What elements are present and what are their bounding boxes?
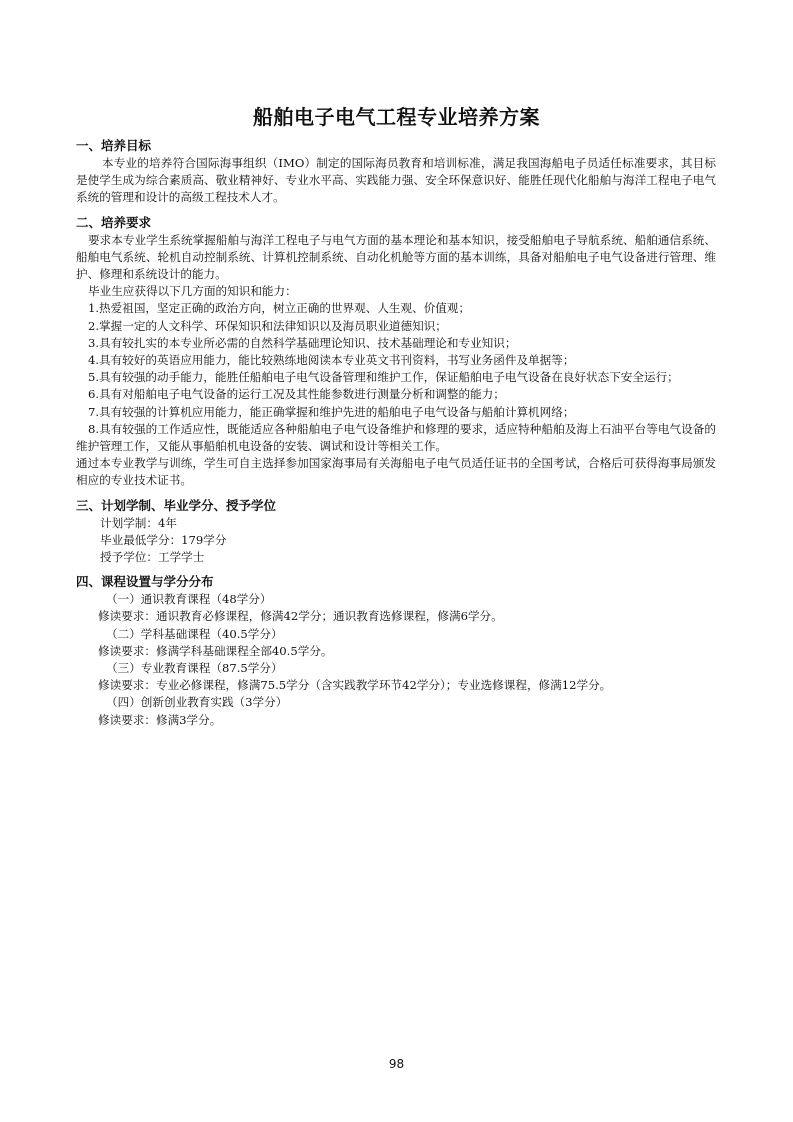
section-heading-requirements: 二、培养要求 xyxy=(76,214,152,230)
course-group-requirement: 修读要求：修满学科基础课程全部40.5学分。 xyxy=(98,643,333,658)
section-heading-degree: 三、计划学制、毕业学分、授予学位 xyxy=(76,497,277,513)
study-duration: 计划学制：4年 xyxy=(100,515,177,530)
course-group-title: （一）通识教育课程（48学分） xyxy=(106,592,272,607)
requirement-item: 6.具有对船舶电子电气设备的运行工况及其性能参数进行测量分析和调整的能力； xyxy=(88,387,505,402)
page-number: 98 xyxy=(388,1057,405,1071)
document-body xyxy=(76,136,716,729)
requirement-item: 5.具有较强的动手能力，能胜任船舶电子电气设备管理和维护工作，保证船舶电子电气设备在良好状态下安全运行； xyxy=(88,370,679,385)
course-group-title: （四）创新创业教育实践（3学分） xyxy=(106,695,288,710)
course-group-title: （三）专业教育课程（87.5学分） xyxy=(106,661,283,676)
section-heading-goals: 一、培养目标 xyxy=(76,138,152,153)
degree-awarded: 授予学位：工学学士 xyxy=(100,550,205,565)
requirement-item: 1.热爱祖国，坚定正确的政治方向，树立正确的世界观、人生观、价值观； xyxy=(88,301,471,316)
requirements-intro: 要求本专业学生系统掌握船舶与海洋工程电子与电气方面的基本理论和基本知识，接受船舶电子导航系统、船舶通信系统、船舶电气系统、轮机自动控制系统、计算机控制系统、自动化机舱等方面的基本训练，具备对船舶电子电气设备进行管理、维护、修理和系统设计的能力。 xyxy=(76,232,716,282)
requirement-item: 7.具有较强的计算机应用能力，能正确掌握和维护先进的船舶电子电气设备与船舶计算机网络； xyxy=(88,404,575,419)
requirements-lead: 毕业生应获得以下几方面的知识和能力： xyxy=(88,284,297,299)
course-group-requirement: 修读要求：修满3学分。 xyxy=(98,712,222,727)
course-group-requirement: 修读要求：专业必修课程，修满75.5学分（含实践教学环节42学分）；专业选修课程，修满12学分。 xyxy=(98,678,612,693)
page-title: 船舶电子电气工程专业培养方案 xyxy=(253,105,540,129)
course-group-title: （二）学科基础课程（40.5学分） xyxy=(106,626,283,641)
requirement-item: 2.掌握一定的人文科学、环保知识和法律知识以及海员职业道德知识； xyxy=(88,318,447,333)
requirement-item: 3.具有较扎实的本专业所必需的自然科学基础理论知识、技术基础理论和专业知识； xyxy=(88,335,517,350)
goals-paragraph: 本专业的培养符合国际海事组织（IMO）制定的国际海员教育和培训标准，满足我国海船电子员适任标准要求，其目标是使学生成为综合素质高、敬业精神好、专业水平高、实践能力强、安全环保意识好、能胜任现代化船舶与海洋工程电子电气系统的管理和设计的高级工程技术人才。 xyxy=(76,156,716,205)
requirement-item: 4.具有较好的英语应用能力，能比较熟练地阅读本专业英文书刊资料，书写业务函件及单据等； xyxy=(88,353,575,368)
requirement-item: 8.具有较强的工作适应性，既能适应各种船舶电子电气设备维护和修理的要求，适应特种船舶及海上石油平台等电气设备的维护管理工作，又能从事船舶机电设备的安装、调试和设计等相关工作。 xyxy=(76,421,716,454)
minimum-credits: 毕业最低学分：179学分 xyxy=(100,532,227,547)
requirements-closing: 通过本专业教学与训练，学生可自主选择参加国家海事局有关海船电子电气员适任证书的全国考试，合格后可获得海事局颁发相应的专业技术证书。 xyxy=(76,456,716,488)
section-heading-courses: 四、课程设置与学分分布 xyxy=(76,574,214,590)
course-group-requirement: 修读要求：通识教育必修课程，修满42学分；通识教育选修课程，修满6学分。 xyxy=(98,609,503,624)
